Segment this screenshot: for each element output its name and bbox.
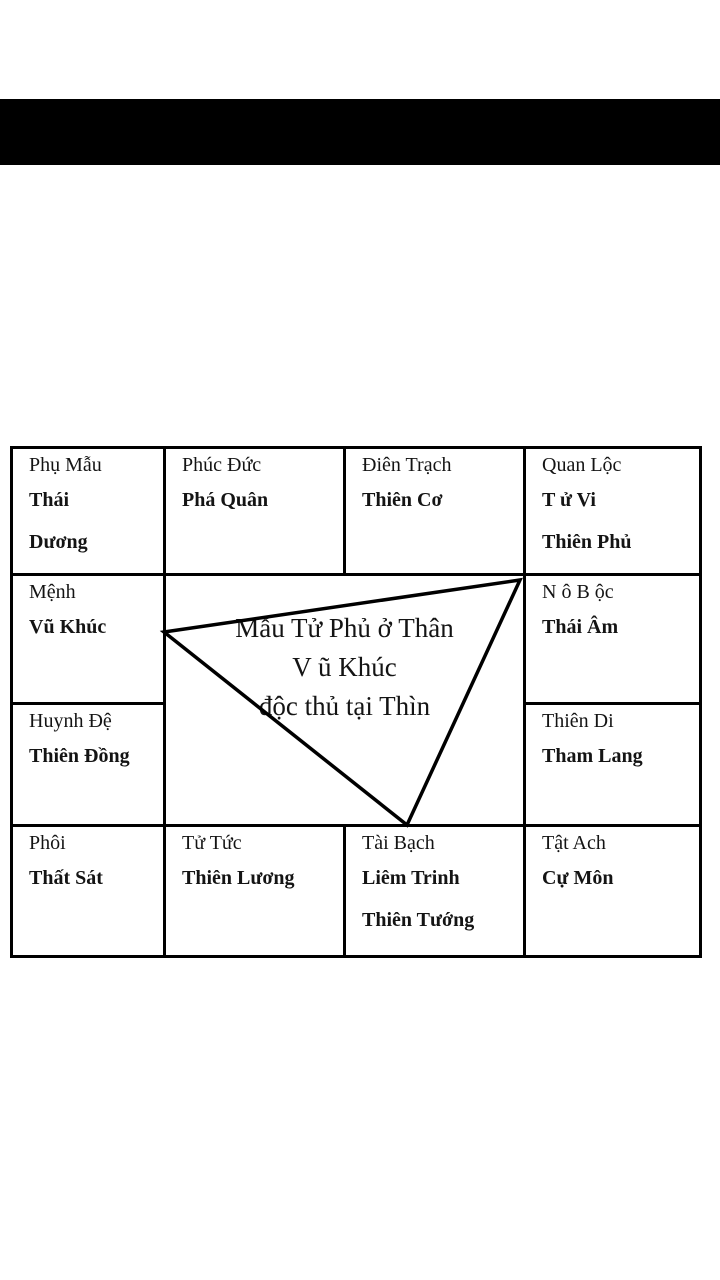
palace-name: N ô B ộc: [542, 581, 614, 603]
star-name: Phá Quân: [182, 489, 269, 511]
palace-cell-tat-ach: [526, 827, 699, 955]
star-name: Vũ Khúc: [29, 616, 107, 638]
star-name: Thiên Cơ: [362, 489, 443, 511]
star-name: Liêm Trinh: [362, 867, 460, 889]
center-note-cell: [166, 576, 526, 827]
palace-cell-tu-tuc: [166, 827, 346, 955]
star-name: Thiên Phủ: [542, 531, 632, 553]
palace-cell-phoi: [13, 827, 166, 955]
palace-cell-phuc-duc: [166, 449, 346, 576]
palace-name: Quan Lộc: [542, 454, 622, 476]
palace-cell-dien-trach: [346, 449, 526, 576]
palace-name: Thiên Di: [542, 710, 614, 732]
star-name: Thái Âm: [542, 616, 619, 638]
center-note-line: độc thủ tại Thìn: [258, 691, 431, 721]
star-name: Thiên Đồng: [29, 745, 130, 767]
palace-name: Tử Tức: [182, 832, 242, 854]
star-name: Thiên Tướng: [362, 909, 475, 931]
star-name: Dương: [29, 531, 88, 553]
center-note-line: V ũ Khúc: [292, 652, 397, 682]
star-name: Thái: [29, 489, 70, 511]
tu-vi-chart-grid: [10, 446, 702, 958]
center-note-line: Mẫu Tử Phủ ở Thân: [235, 613, 454, 643]
star-name: Thất Sát: [29, 867, 103, 889]
palace-name: Điên Trạch: [362, 454, 452, 476]
palace-cell-huynh-de: [13, 705, 166, 827]
palace-cell-menh: [13, 576, 166, 705]
star-name: T ử Vi: [542, 489, 596, 511]
palace-cell-tai-bach: [346, 827, 526, 955]
palace-cell-thien-di: [526, 705, 699, 827]
star-name: Cự Môn: [542, 867, 614, 889]
palace-cell-phu-mau: [13, 449, 166, 576]
palace-name: Tật Ach: [542, 832, 606, 854]
star-name: Tham Lang: [542, 745, 643, 767]
star-name: Thiên Lương: [182, 867, 295, 889]
palace-name: Tài Bạch: [362, 832, 435, 854]
palace-name: Mệnh: [29, 581, 76, 603]
palace-name: Phôi: [29, 832, 66, 854]
palace-name: Phúc Đức: [182, 454, 262, 476]
palace-cell-quan-loc: [526, 449, 699, 576]
palace-cell-no-boc: [526, 576, 699, 705]
palace-name: Phụ Mẫu: [29, 454, 102, 476]
top-letterbox-bar: [0, 99, 720, 165]
palace-name: Huynh Đệ: [29, 710, 112, 732]
